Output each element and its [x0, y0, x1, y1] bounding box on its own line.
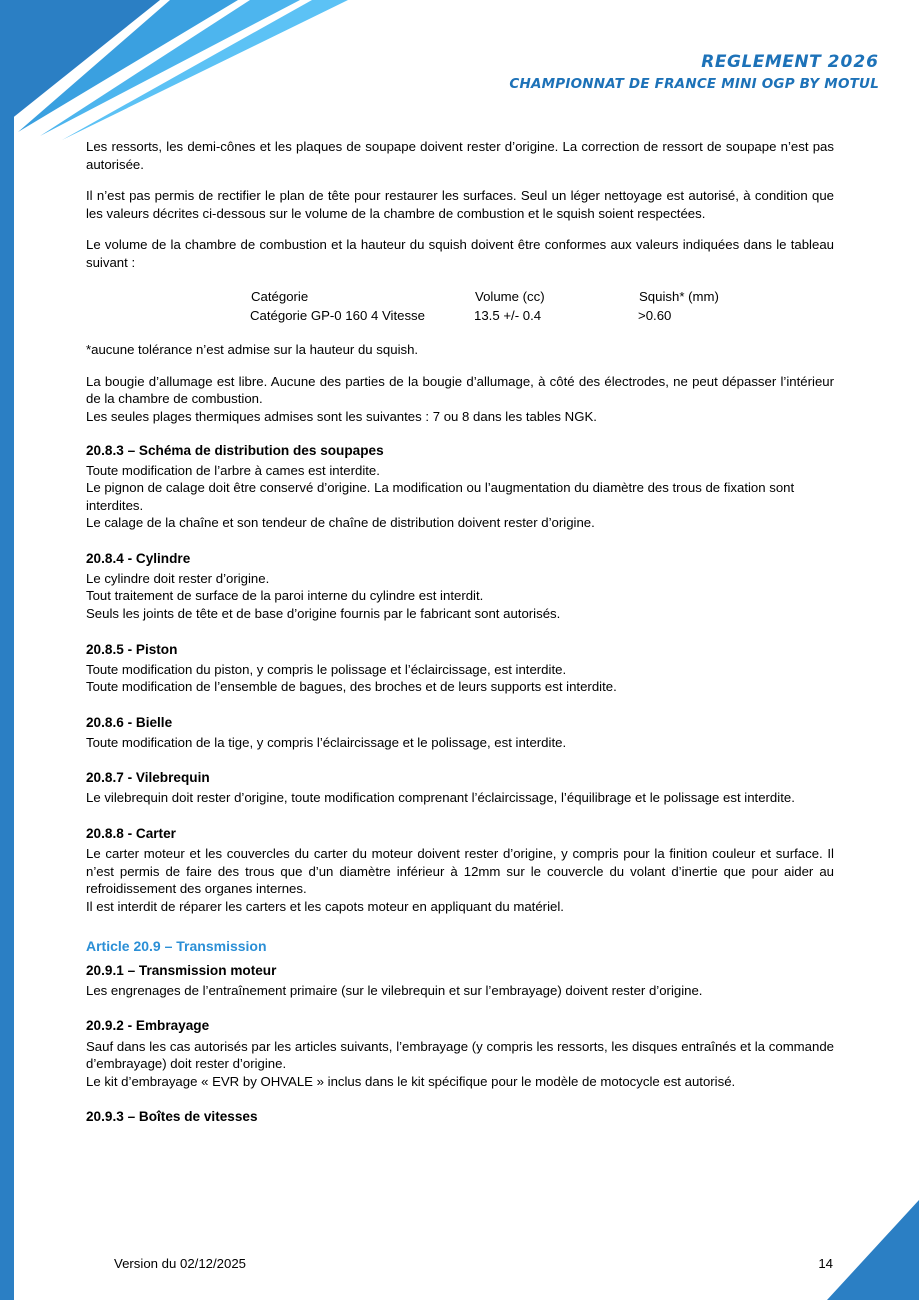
section-line: Le pignon de calage doit être conservé d’origine. La modification ou l’augmentation du diamètre des trous de fixation sont interdites. — [86, 480, 795, 513]
section-line: Le calage de la chaîne et son tendeur de chaîne de distribution doivent rester d’origine. — [86, 515, 595, 531]
specification-table — [86, 287, 834, 325]
section-heading-20-8-7: 20.8.7 - Vilebrequin — [86, 770, 210, 786]
table-header-category: Catégorie — [251, 289, 309, 305]
header-subtitle: CHAMPIONNAT DE FRANCE MINI OGP BY MOTUL — [509, 76, 879, 93]
section-heading-20-8-5: 20.8.5 - Piston — [86, 641, 178, 657]
header-decoration — [0, 0, 430, 140]
table-header-squish: Squish* (mm) — [639, 289, 719, 305]
footer-page-number: 14 — [818, 1256, 833, 1271]
table-header-row — [250, 287, 780, 307]
section-line: Toute modification de l’ensemble de bagues, des broches et de leurs supports est interdite. — [86, 679, 617, 695]
section-heading-20-8-8: 20.8.8 - Carter — [86, 825, 176, 841]
footer-decoration — [779, 1180, 919, 1300]
table-cell-squish: >0.60 — [638, 307, 672, 323]
section-line: Tout traitement de surface de la paroi interne du cylindre est interdit. — [86, 588, 484, 604]
left-accent-bar — [0, 0, 14, 1300]
article-heading-20-9: Article 20.9 – Transmission — [86, 938, 267, 955]
section-body-20-8-5 — [86, 661, 834, 696]
section-body-20-8-4 — [86, 570, 834, 623]
section-body-20-9-2 — [86, 1038, 834, 1091]
table-header-volume: Volume (cc) — [475, 289, 545, 305]
section-line: Sauf dans les cas autorisés par les articles suivants, l’embrayage (y compris les ressorts, les disques entraînés et la commande d’embrayage) doit rester d’origine. — [86, 1038, 834, 1072]
section-body-20-8-6 — [86, 734, 834, 752]
table-row — [250, 307, 780, 326]
section-line: Il est interdit de réparer les carters et les capots moteur en appliquant du matériel. — [86, 898, 564, 914]
section-line: Le carter moteur et les couvercles du carter du moteur doivent rester d’origine, y compris pour la finition couleur et surface. Il n’est permis de faire des trous que d’un diamètre inférieur à 12mm sur le couvercle du volant d’inertie que pour aider au refroidissement des organes internes. — [86, 846, 834, 897]
section-body-20-8-8 — [86, 845, 834, 915]
section-line: Toute modification de l’arbre à cames est interdite. — [86, 462, 380, 478]
spark-plug-line-1: La bougie d’allumage est libre. Aucune des parties de la bougie d’allumage, à côté des électrodes, ne peut dépasser l’intérieur de la chambre de combustion. — [86, 373, 834, 407]
section-body-20-9-1 — [86, 982, 834, 1000]
paragraph-valve-springs: Les ressorts, les demi-cônes et les plaques de soupape doivent rester d’origine. La correction de ressort de soupape n’est pas autorisée. — [86, 139, 834, 172]
section-heading-20-8-6: 20.8.6 - Bielle — [86, 714, 173, 730]
paragraph-spark-plug — [86, 373, 834, 426]
section-heading-20-8-4: 20.8.4 - Cylindre — [86, 550, 191, 566]
paragraph-combustion-volume: Le volume de la chambre de combustion et la hauteur du squish doivent être conformes aux valeurs indiquées dans le tableau suivant : — [86, 237, 834, 270]
section-heading-20-8-3: 20.8.3 – Schéma de distribution des soupapes — [86, 442, 384, 458]
table-cell-volume: 13.5 +/- 0.4 — [474, 307, 542, 323]
section-line: Toute modification du piston, y compris le polissage et l’éclaircissage, est interdite. — [86, 661, 567, 677]
section-body-20-8-7 — [86, 789, 834, 807]
header-title-year: 2026 — [827, 52, 879, 72]
footer-version: Version du 02/12/2025 — [114, 1256, 246, 1271]
section-line: Le cylindre doit rester d’origine. — [86, 570, 270, 586]
section-line: Les engrenages de l’entraînement primaire (sur le vilebrequin et sur l’embrayage) doivent rester d’origine. — [86, 982, 703, 998]
section-heading-20-9-1: 20.9.1 – Transmission moteur — [86, 962, 277, 978]
table-cell-category: Catégorie GP-0 160 4 Vitesse — [250, 307, 425, 323]
header-title-main: REGLEMENT — [701, 52, 822, 72]
section-line: Le kit d’embrayage « EVR by OHVALE » inclus dans le kit spécifique pour le modèle de motocycle est autorisé. — [86, 1073, 736, 1089]
section-line: Seuls les joints de tête et de base d’origine fournis par le fabricant sont autorisés. — [86, 606, 561, 621]
section-line: Le vilebrequin doit rester d’origine, toute modification comprenant l’éclaircissage, l’équilibrage et le polissage est interdite. — [86, 790, 795, 806]
paragraph-squish-tolerance: *aucune tolérance n’est admise sur la hauteur du squish. — [86, 342, 419, 358]
section-line: Toute modification de la tige, y compris l’éclaircissage et le polissage, est interdite. — [86, 734, 567, 750]
spark-plug-line-2: Les seules plages thermiques admises sont les suivantes : 7 ou 8 dans les tables NGK. — [86, 409, 597, 425]
header-title — [509, 52, 879, 73]
section-body-20-8-3 — [86, 462, 834, 532]
section-heading-20-9-3: 20.9.3 – Boîtes de vitesses — [86, 1109, 258, 1125]
document-header — [509, 52, 879, 93]
document-body — [86, 138, 834, 1128]
paragraph-head-surfacing: Il n’est pas permis de rectifier le plan de tête pour restaurer les surfaces. Seul un léger nettoyage est autorisé, à condition que les valeurs décrites ci-dessous sur le volume de la chambre de combustion et le squish soient respectées. — [86, 188, 834, 221]
section-heading-20-9-2: 20.9.2 - Embrayage — [86, 1018, 210, 1034]
